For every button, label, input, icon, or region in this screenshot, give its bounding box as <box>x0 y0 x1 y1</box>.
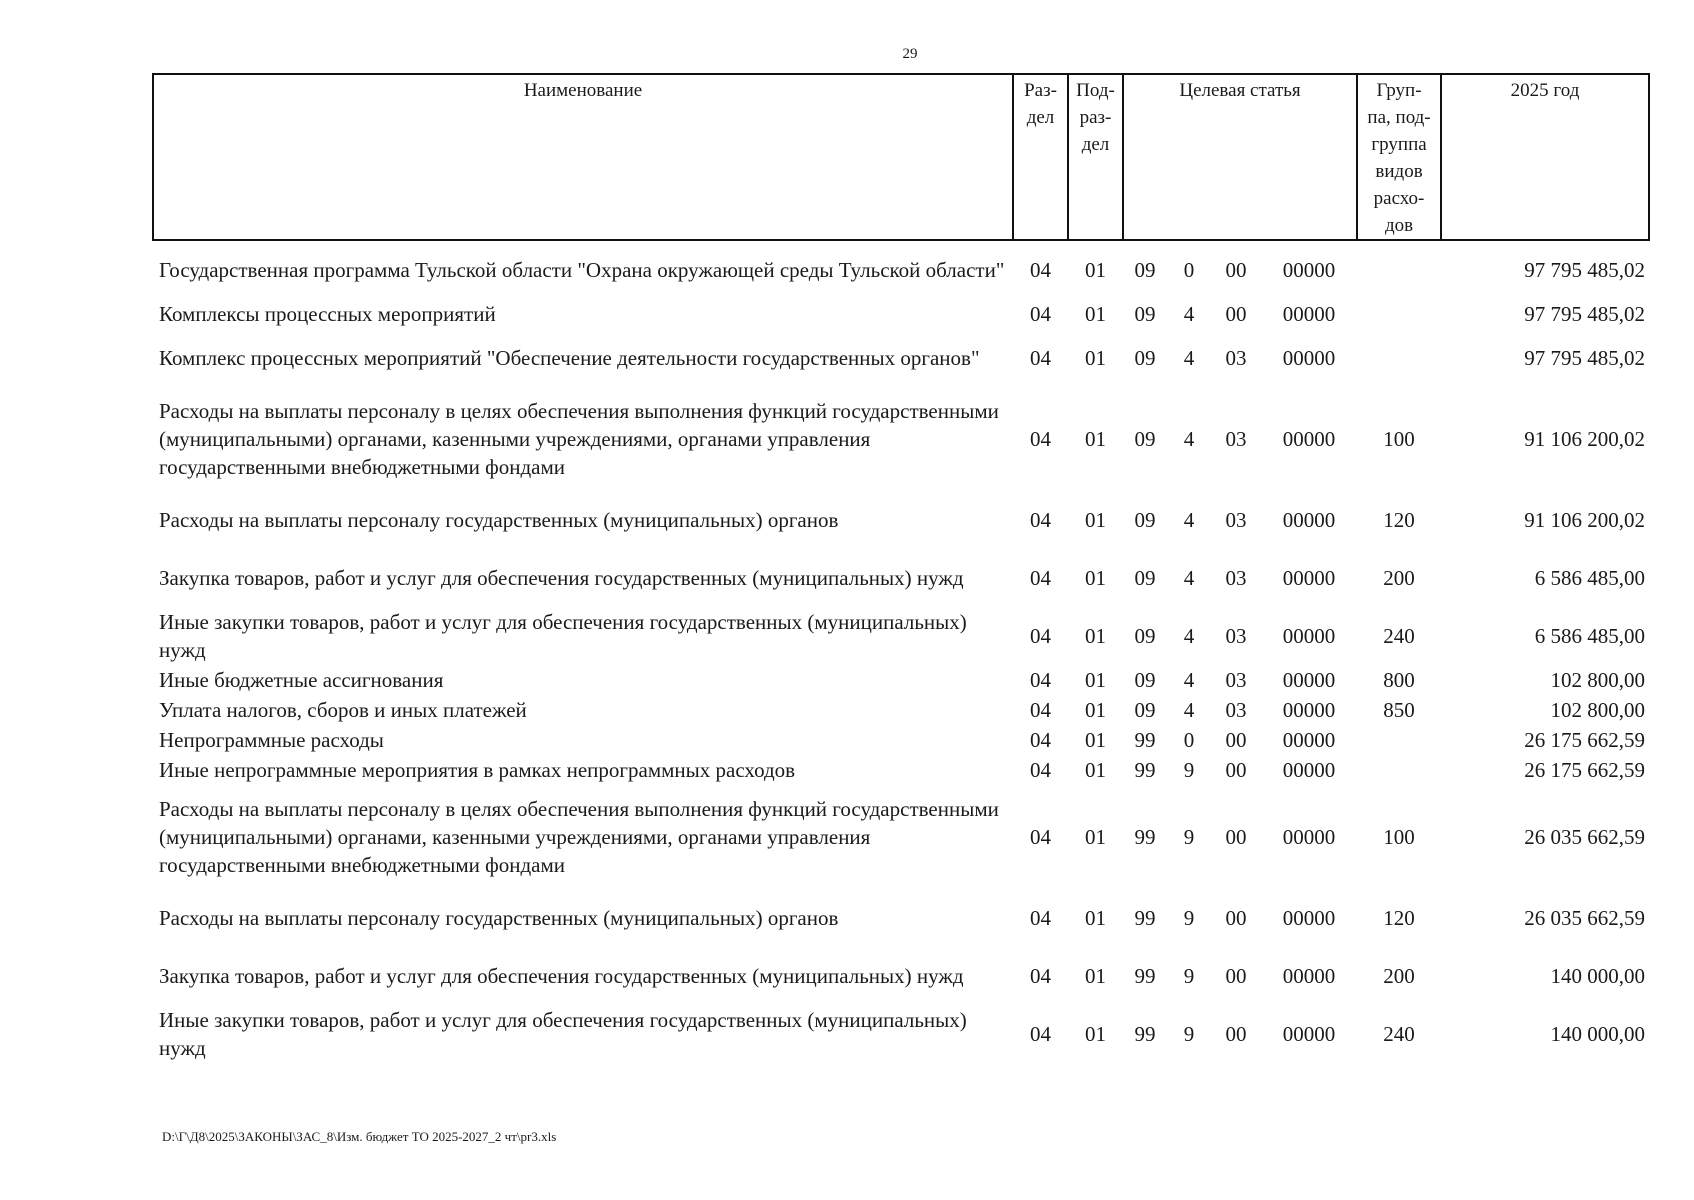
row-vid-rashodov <box>1357 755 1441 785</box>
row-vid-rashodov <box>1357 329 1441 387</box>
row-vid-rashodov: 200 <box>1383 566 1415 590</box>
header-podrazdel-text: Под- раз- дел <box>1076 80 1115 155</box>
row-vid-rashodov: 850 <box>1383 698 1415 722</box>
row-name: Комплексы процессных мероприятий <box>159 302 496 326</box>
table-row <box>153 299 1649 329</box>
header-celevaya-text: Целевая статья <box>1179 80 1301 101</box>
row-cs-code: 00000 <box>1282 698 1336 722</box>
row-cs-code: 00000 <box>1282 258 1336 282</box>
row-razdel: 04 <box>1030 624 1051 648</box>
row-name: Закупка товаров, работ и услуг для обеспечения государственных (муниципальных) нужд <box>159 964 964 988</box>
row-sum: 102 800,00 <box>1550 668 1646 692</box>
row-name: Уплата налогов, сборов и иных платежей <box>159 698 527 722</box>
row-name: Расходы на выплаты персоналу государственных (муниципальных) органов <box>159 508 839 532</box>
row-cs-program: 99 <box>1134 1022 1156 1046</box>
row-cs-type: 0 <box>1183 728 1195 752</box>
row-vid-rashodov: 240 <box>1383 624 1415 648</box>
row-cs-code: 00000 <box>1282 346 1336 370</box>
row-cs-direction: 00 <box>1225 906 1247 930</box>
row-vid-rashodov: 200 <box>1383 964 1415 988</box>
row-sum: 91 106 200,02 <box>1524 427 1646 451</box>
row-cs-type: 9 <box>1183 964 1195 988</box>
row-sum: 140 000,00 <box>1550 1022 1646 1046</box>
row-cs-program: 09 <box>1134 566 1156 590</box>
row-name: Расходы на выплаты персоналу в целях обеспечения выполнения функций государственными (муниципальными) органами, казенными учреждениями, органами управления государственными внебюджетными фондами <box>159 797 999 877</box>
row-sum: 102 800,00 <box>1550 698 1646 722</box>
row-cs-code: 00000 <box>1282 728 1336 752</box>
row-podrazdel: 01 <box>1085 758 1106 782</box>
row-cs-code: 00000 <box>1282 1022 1336 1046</box>
row-razdel: 04 <box>1030 427 1051 451</box>
header-vid-text: Груп- па, под- группа видов расхо- дов <box>1367 80 1431 236</box>
table-row <box>153 725 1649 755</box>
row-razdel: 04 <box>1030 964 1051 988</box>
row-cs-code: 00000 <box>1282 758 1336 782</box>
row-vid-rashodov <box>1357 725 1441 755</box>
row-cs-program: 09 <box>1134 668 1156 692</box>
row-podrazdel: 01 <box>1085 668 1106 692</box>
row-cs-program: 09 <box>1134 302 1156 326</box>
row-cs-direction: 03 <box>1225 346 1247 370</box>
row-cs-program: 09 <box>1134 624 1156 648</box>
row-razdel: 04 <box>1030 346 1051 370</box>
row-razdel: 04 <box>1030 668 1051 692</box>
table-row <box>153 695 1649 725</box>
row-cs-direction: 03 <box>1225 698 1247 722</box>
header-razdel-text: Раз- дел <box>1024 80 1057 128</box>
row-name: Расходы на выплаты персоналу государственных (муниципальных) органов <box>159 906 839 930</box>
row-cs-code: 00000 <box>1282 668 1336 692</box>
row-cs-type: 4 <box>1183 302 1195 326</box>
row-podrazdel: 01 <box>1085 825 1106 849</box>
row-razdel: 04 <box>1030 302 1051 326</box>
row-cs-code: 00000 <box>1282 508 1336 532</box>
page-number: 29 <box>902 46 918 62</box>
row-podrazdel: 01 <box>1085 1022 1106 1046</box>
row-podrazdel: 01 <box>1085 624 1106 648</box>
row-podrazdel: 01 <box>1085 964 1106 988</box>
row-razdel: 04 <box>1030 758 1051 782</box>
row-cs-direction: 00 <box>1225 964 1247 988</box>
row-podrazdel: 01 <box>1085 906 1106 930</box>
row-vid-rashodov: 100 <box>1383 427 1415 451</box>
header-razdel <box>1013 74 1068 240</box>
table-row <box>153 240 1649 299</box>
row-cs-direction: 03 <box>1225 668 1247 692</box>
row-razdel: 04 <box>1030 825 1051 849</box>
row-cs-code: 00000 <box>1282 964 1336 988</box>
budget-table <box>152 73 1650 1063</box>
row-cs-type: 4 <box>1183 624 1195 648</box>
row-cs-direction: 03 <box>1225 566 1247 590</box>
row-cs-code: 00000 <box>1282 906 1336 930</box>
row-cs-program: 99 <box>1134 964 1156 988</box>
header-podrazdel <box>1068 74 1123 240</box>
row-cs-type: 4 <box>1183 427 1195 451</box>
row-cs-type: 9 <box>1183 906 1195 930</box>
row-podrazdel: 01 <box>1085 346 1106 370</box>
row-name: Непрограммные расходы <box>159 728 384 752</box>
row-cs-program: 09 <box>1134 258 1156 282</box>
row-razdel: 04 <box>1030 1022 1051 1046</box>
row-podrazdel: 01 <box>1085 427 1106 451</box>
file-path: D:\Г\Д8\2025\ЗАКОНЫ\ЗАС_8\Изм. бюджет ТО 2025-2027_2 чт\pr3.xls <box>162 1129 557 1144</box>
header-year <box>1441 74 1649 240</box>
row-name: Иные закупки товаров, работ и услуг для обеспечения государственных (муниципальных) нужд <box>159 1008 967 1060</box>
row-name: Комплекс процессных мероприятий "Обеспечение деятельности государственных органов" <box>159 346 980 370</box>
row-sum: 97 795 485,02 <box>1524 302 1646 326</box>
table-row <box>153 1005 1649 1063</box>
row-name: Расходы на выплаты персоналу в целях обеспечения выполнения функций государственными (муниципальными) органами, казенными учреждениями, органами управления государственными внебюджетными фондами <box>159 399 999 479</box>
table-row <box>153 491 1649 549</box>
table-row <box>153 607 1649 665</box>
row-sum: 97 795 485,02 <box>1524 346 1646 370</box>
table-row <box>153 755 1649 785</box>
header-year-text: 2025 год <box>1510 80 1580 101</box>
row-razdel: 04 <box>1030 258 1051 282</box>
row-vid-rashodov: 100 <box>1383 825 1415 849</box>
row-cs-program: 09 <box>1134 698 1156 722</box>
row-sum: 140 000,00 <box>1550 964 1646 988</box>
row-name: Иные закупки товаров, работ и услуг для обеспечения государственных (муниципальных) нужд <box>159 610 967 662</box>
row-cs-program: 99 <box>1134 906 1156 930</box>
table-header-row <box>153 74 1649 240</box>
row-cs-direction: 03 <box>1225 508 1247 532</box>
row-name: Закупка товаров, работ и услуг для обеспечения государственных (муниципальных) нужд <box>159 566 964 590</box>
row-vid-rashodov: 120 <box>1383 508 1415 532</box>
row-cs-type: 4 <box>1183 346 1195 370</box>
row-cs-program: 09 <box>1134 346 1156 370</box>
row-podrazdel: 01 <box>1085 508 1106 532</box>
row-vid-rashodov: 240 <box>1383 1022 1415 1046</box>
row-podrazdel: 01 <box>1085 302 1106 326</box>
row-cs-direction: 00 <box>1225 728 1247 752</box>
header-celevaya-statya <box>1123 74 1357 240</box>
table-row <box>153 665 1649 695</box>
row-cs-type: 4 <box>1183 508 1195 532</box>
row-cs-type: 4 <box>1183 668 1195 692</box>
row-cs-program: 99 <box>1134 825 1156 849</box>
row-name: Государственная программа Тульской области "Охрана окружающей среды Тульской области" <box>159 258 1005 282</box>
row-vid-rashodov: 120 <box>1383 906 1415 930</box>
row-razdel: 04 <box>1030 728 1051 752</box>
header-name <box>153 74 1013 240</box>
table-row <box>153 549 1649 607</box>
row-vid-rashodov: 800 <box>1383 668 1415 692</box>
row-cs-code: 00000 <box>1282 624 1336 648</box>
row-cs-direction: 03 <box>1225 427 1247 451</box>
row-sum: 26 175 662,59 <box>1524 728 1646 752</box>
row-cs-type: 9 <box>1183 825 1195 849</box>
row-podrazdel: 01 <box>1085 566 1106 590</box>
row-cs-code: 00000 <box>1282 566 1336 590</box>
row-cs-program: 09 <box>1134 508 1156 532</box>
table-row <box>153 387 1649 491</box>
header-vid-rashodov <box>1357 74 1441 240</box>
budget-sheet <box>152 73 1648 1063</box>
table-row <box>153 947 1649 1005</box>
row-name: Иные непрограммные мероприятия в рамках непрограммных расходов <box>159 758 796 782</box>
row-cs-code: 00000 <box>1282 825 1336 849</box>
row-sum: 91 106 200,02 <box>1524 508 1646 532</box>
row-name: Иные бюджетные ассигнования <box>159 668 444 692</box>
row-cs-code: 00000 <box>1282 427 1336 451</box>
row-cs-direction: 00 <box>1225 302 1247 326</box>
row-cs-direction: 00 <box>1225 825 1247 849</box>
row-cs-type: 9 <box>1183 758 1195 782</box>
row-cs-type: 9 <box>1183 1022 1195 1046</box>
row-cs-program: 99 <box>1134 758 1156 782</box>
table-row <box>153 889 1649 947</box>
row-podrazdel: 01 <box>1085 698 1106 722</box>
row-cs-program: 09 <box>1134 427 1156 451</box>
row-cs-program: 99 <box>1134 728 1156 752</box>
row-cs-direction: 00 <box>1225 258 1247 282</box>
row-razdel: 04 <box>1030 906 1051 930</box>
row-cs-direction: 03 <box>1225 624 1247 648</box>
table-row <box>153 329 1649 387</box>
row-cs-type: 4 <box>1183 698 1195 722</box>
row-cs-type: 0 <box>1183 258 1195 282</box>
row-cs-direction: 00 <box>1225 758 1247 782</box>
row-vid-rashodov <box>1357 299 1441 329</box>
table-row <box>153 785 1649 889</box>
row-sum: 26 035 662,59 <box>1524 906 1646 930</box>
row-razdel: 04 <box>1030 566 1051 590</box>
row-sum: 97 795 485,02 <box>1524 258 1646 282</box>
row-podrazdel: 01 <box>1085 728 1106 752</box>
row-razdel: 04 <box>1030 698 1051 722</box>
row-razdel: 04 <box>1030 508 1051 532</box>
row-sum: 26 175 662,59 <box>1524 758 1646 782</box>
row-sum: 26 035 662,59 <box>1524 825 1646 849</box>
row-sum: 6 586 485,00 <box>1534 566 1646 590</box>
row-podrazdel: 01 <box>1085 258 1106 282</box>
row-vid-rashodov <box>1357 240 1441 299</box>
row-cs-type: 4 <box>1183 566 1195 590</box>
row-cs-direction: 00 <box>1225 1022 1247 1046</box>
table-body <box>153 240 1649 1063</box>
row-sum: 6 586 485,00 <box>1534 624 1646 648</box>
row-cs-code: 00000 <box>1282 302 1336 326</box>
header-name-text: Наименование <box>523 80 643 101</box>
